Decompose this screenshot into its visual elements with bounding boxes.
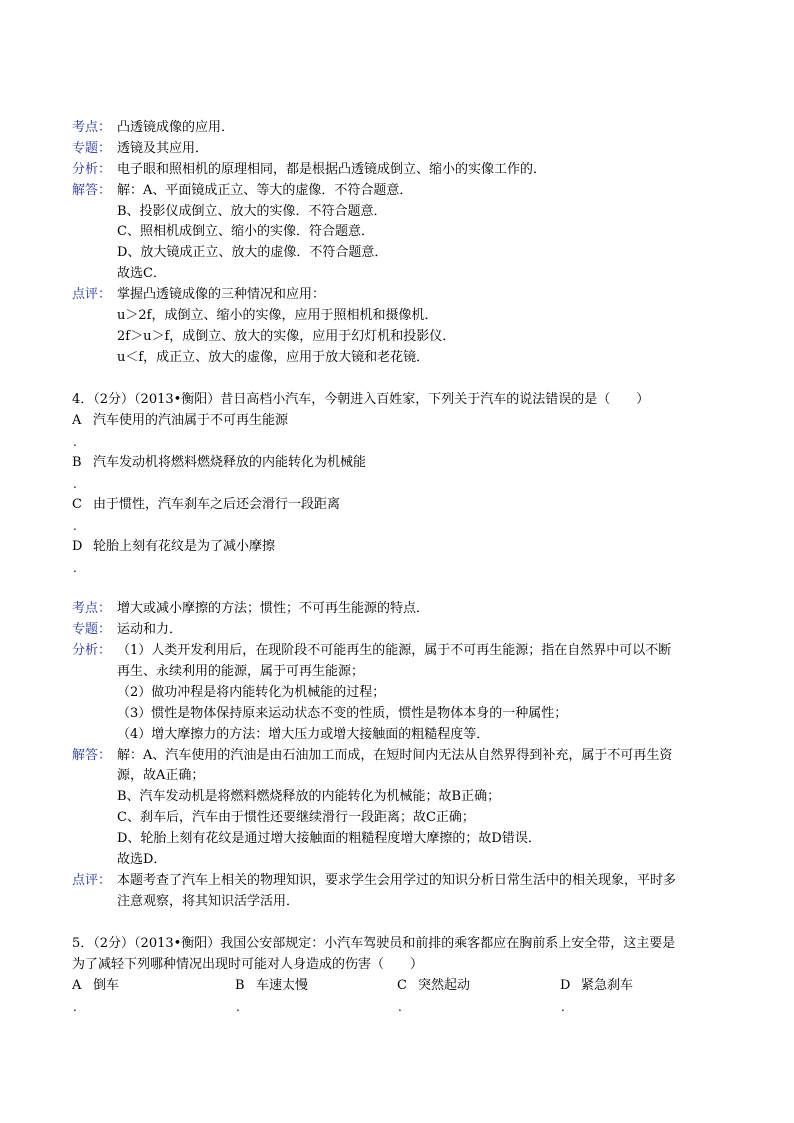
q5-option-b-dot: . <box>236 1000 240 1014</box>
q4-option-b-text: 汽车发动机将燃料燃烧释放的内能转化为机械能 <box>93 455 367 470</box>
q3-kaodian-label: 考点： <box>72 120 112 135</box>
q3-zhuanti-text: 透镜及其应用． <box>117 141 209 156</box>
q4-option-c-letter: C <box>72 497 82 512</box>
q4-option-c-dot: . <box>73 519 77 533</box>
q4-option-b-letter: B <box>72 455 82 470</box>
q4-zhuanti-text: 运动和力． <box>117 622 183 637</box>
q4-dianping-line: 本题考查了汽车上相关的物理知识，要求学生会用学过的知识分析日常生活中的相关现象，平时多 <box>117 873 677 888</box>
q3-dianping-line: 2f＞u＞f，成倒立、放大的实像，应用于幻灯机和投影仪． <box>117 329 456 344</box>
q4-option-d-letter: D <box>72 539 83 554</box>
q3-kaodian-text: 凸透镜成像的应用． <box>117 120 235 135</box>
q4-jieda-line: 故选D． <box>117 852 167 867</box>
q3-jieda-label: 解答： <box>72 183 112 198</box>
q4-fenxi-line: （4）增大摩擦力的方法：增大压力或增大接触面的粗糙程度等． <box>117 727 490 742</box>
q5-option-d-text: 紧急刹车 <box>581 978 634 993</box>
q4-zhuanti-label: 专题： <box>72 622 112 637</box>
q5-option-a-dot: . <box>73 1000 77 1014</box>
q4-option-d-text: 轮胎上刻有花纹是为了减小摩擦 <box>93 539 276 554</box>
q4-jieda-line: C、刹车后，汽车由于惯性还要继续滑行一段距离；故C正确； <box>117 810 475 825</box>
q5-stem-line: 为了减轻下列哪种情况出现时可能对人身造成的伤害（ ） <box>72 957 424 972</box>
q4-fenxi-label: 分析： <box>72 643 112 658</box>
q5-option-c-dot: . <box>398 1000 402 1014</box>
q4-option-b-dot: . <box>73 477 77 491</box>
q3-dianping-label: 点评： <box>72 287 112 302</box>
q3-zhuanti-label: 专题： <box>72 141 112 156</box>
q3-fenxi-label: 分析： <box>72 162 112 177</box>
q3-jieda-line: D、放大镜成正立、放大的虚像．不符合题意． <box>117 245 388 260</box>
q3-jieda-line: 故选C． <box>117 266 166 281</box>
q3-dianping-line: u＜f，成正立、放大的虚像，应用于放大镜和老花镜． <box>117 350 430 365</box>
q4-option-d-dot: . <box>73 561 77 575</box>
q5-option-a-text: 倒车 <box>93 978 120 993</box>
q4-jieda-label: 解答： <box>72 748 112 763</box>
q4-fenxi-line: （1）人类开发利用后，在现阶段不可能再生的能源，属于不可再生能源；指在自然界中可以不断 <box>117 643 672 658</box>
q4-fenxi-line: 再生、永续利用的能源，属于可再生能源； <box>117 664 365 679</box>
q4-fenxi-line: （3）惯性是物体保持原来运动状态不变的性质，惯性是物体本身的一种属性； <box>117 706 568 721</box>
q4-stem: 4．（2分）（2013•衡阳）昔日高档小汽车，今朝进入百姓家，下列关于汽车的说法错误的是（ ） <box>72 392 650 407</box>
q3-fenxi-text: 电子眼和照相机的原理相同，都是根据凸透镜成倒立、缩小的实像工作的． <box>117 162 547 177</box>
q3-jieda-line: 解：A、平面镜成正立、等大的虚像．不符合题意． <box>117 183 413 198</box>
q4-kaodian-label: 考点： <box>72 601 112 616</box>
q5-option-d-letter: D <box>560 978 571 993</box>
q5-option-b-letter: B <box>235 978 245 993</box>
q4-option-a-dot: . <box>73 435 77 449</box>
q3-jieda-line: B、投影仪成倒立、放大的实像．不符合题意． <box>117 204 387 219</box>
q5-option-d-dot: . <box>561 1000 565 1014</box>
q4-option-a-letter: A <box>72 413 82 428</box>
q5-option-c-text: 突然起动 <box>418 978 471 993</box>
q5-option-c-letter: C <box>397 978 407 993</box>
q5-option-a-letter: A <box>72 978 82 993</box>
q4-jieda-line: 解：A、汽车使用的汽油是由石油加工而成，在短时间内无法从自然界得到补充，属于不可再生资 <box>117 748 673 763</box>
q3-jieda-line: C、照相机成倒立、缩小的实像．符合题意． <box>117 224 374 239</box>
q3-dianping-line: 掌握凸透镜成像的三种情况和应用： <box>117 287 326 302</box>
q4-dianping-line: 注意观察，将其知识活学活用． <box>117 894 300 909</box>
q4-option-c-text: 由于惯性，汽车刹车之后还会滑行一段距离 <box>93 497 341 512</box>
q4-option-a-text: 汽车使用的汽油属于不可再生能源 <box>93 413 289 428</box>
q4-jieda-line: B、汽车发动机是将燃料燃烧释放的内能转化为机械能；故B正确； <box>117 789 501 804</box>
q4-kaodian-text: 增大或减小摩擦的方法；惯性；不可再生能源的特点． <box>117 601 430 616</box>
q4-fenxi-line: （2）做功冲程是将内能转化为机械能的过程； <box>117 685 386 700</box>
q5-option-b-text: 车速太慢 <box>256 978 309 993</box>
q4-dianping-label: 点评： <box>72 873 112 888</box>
q4-jieda-line: D、轮胎上刻有花纹是通过增大接触面的粗糙程度增大摩擦的；故D错误． <box>117 831 541 846</box>
q4-jieda-line: 源，故A正确； <box>117 768 205 783</box>
q5-stem-line: 5．（2分）（2013•衡阳）我国公安部规定：小汽车驾驶员和前排的乘客都应在胸前系上安全带，这主要是 <box>72 936 676 951</box>
q3-dianping-line: u＞2f，成倒立、缩小的实像，应用于照相机和摄像机． <box>117 308 438 323</box>
